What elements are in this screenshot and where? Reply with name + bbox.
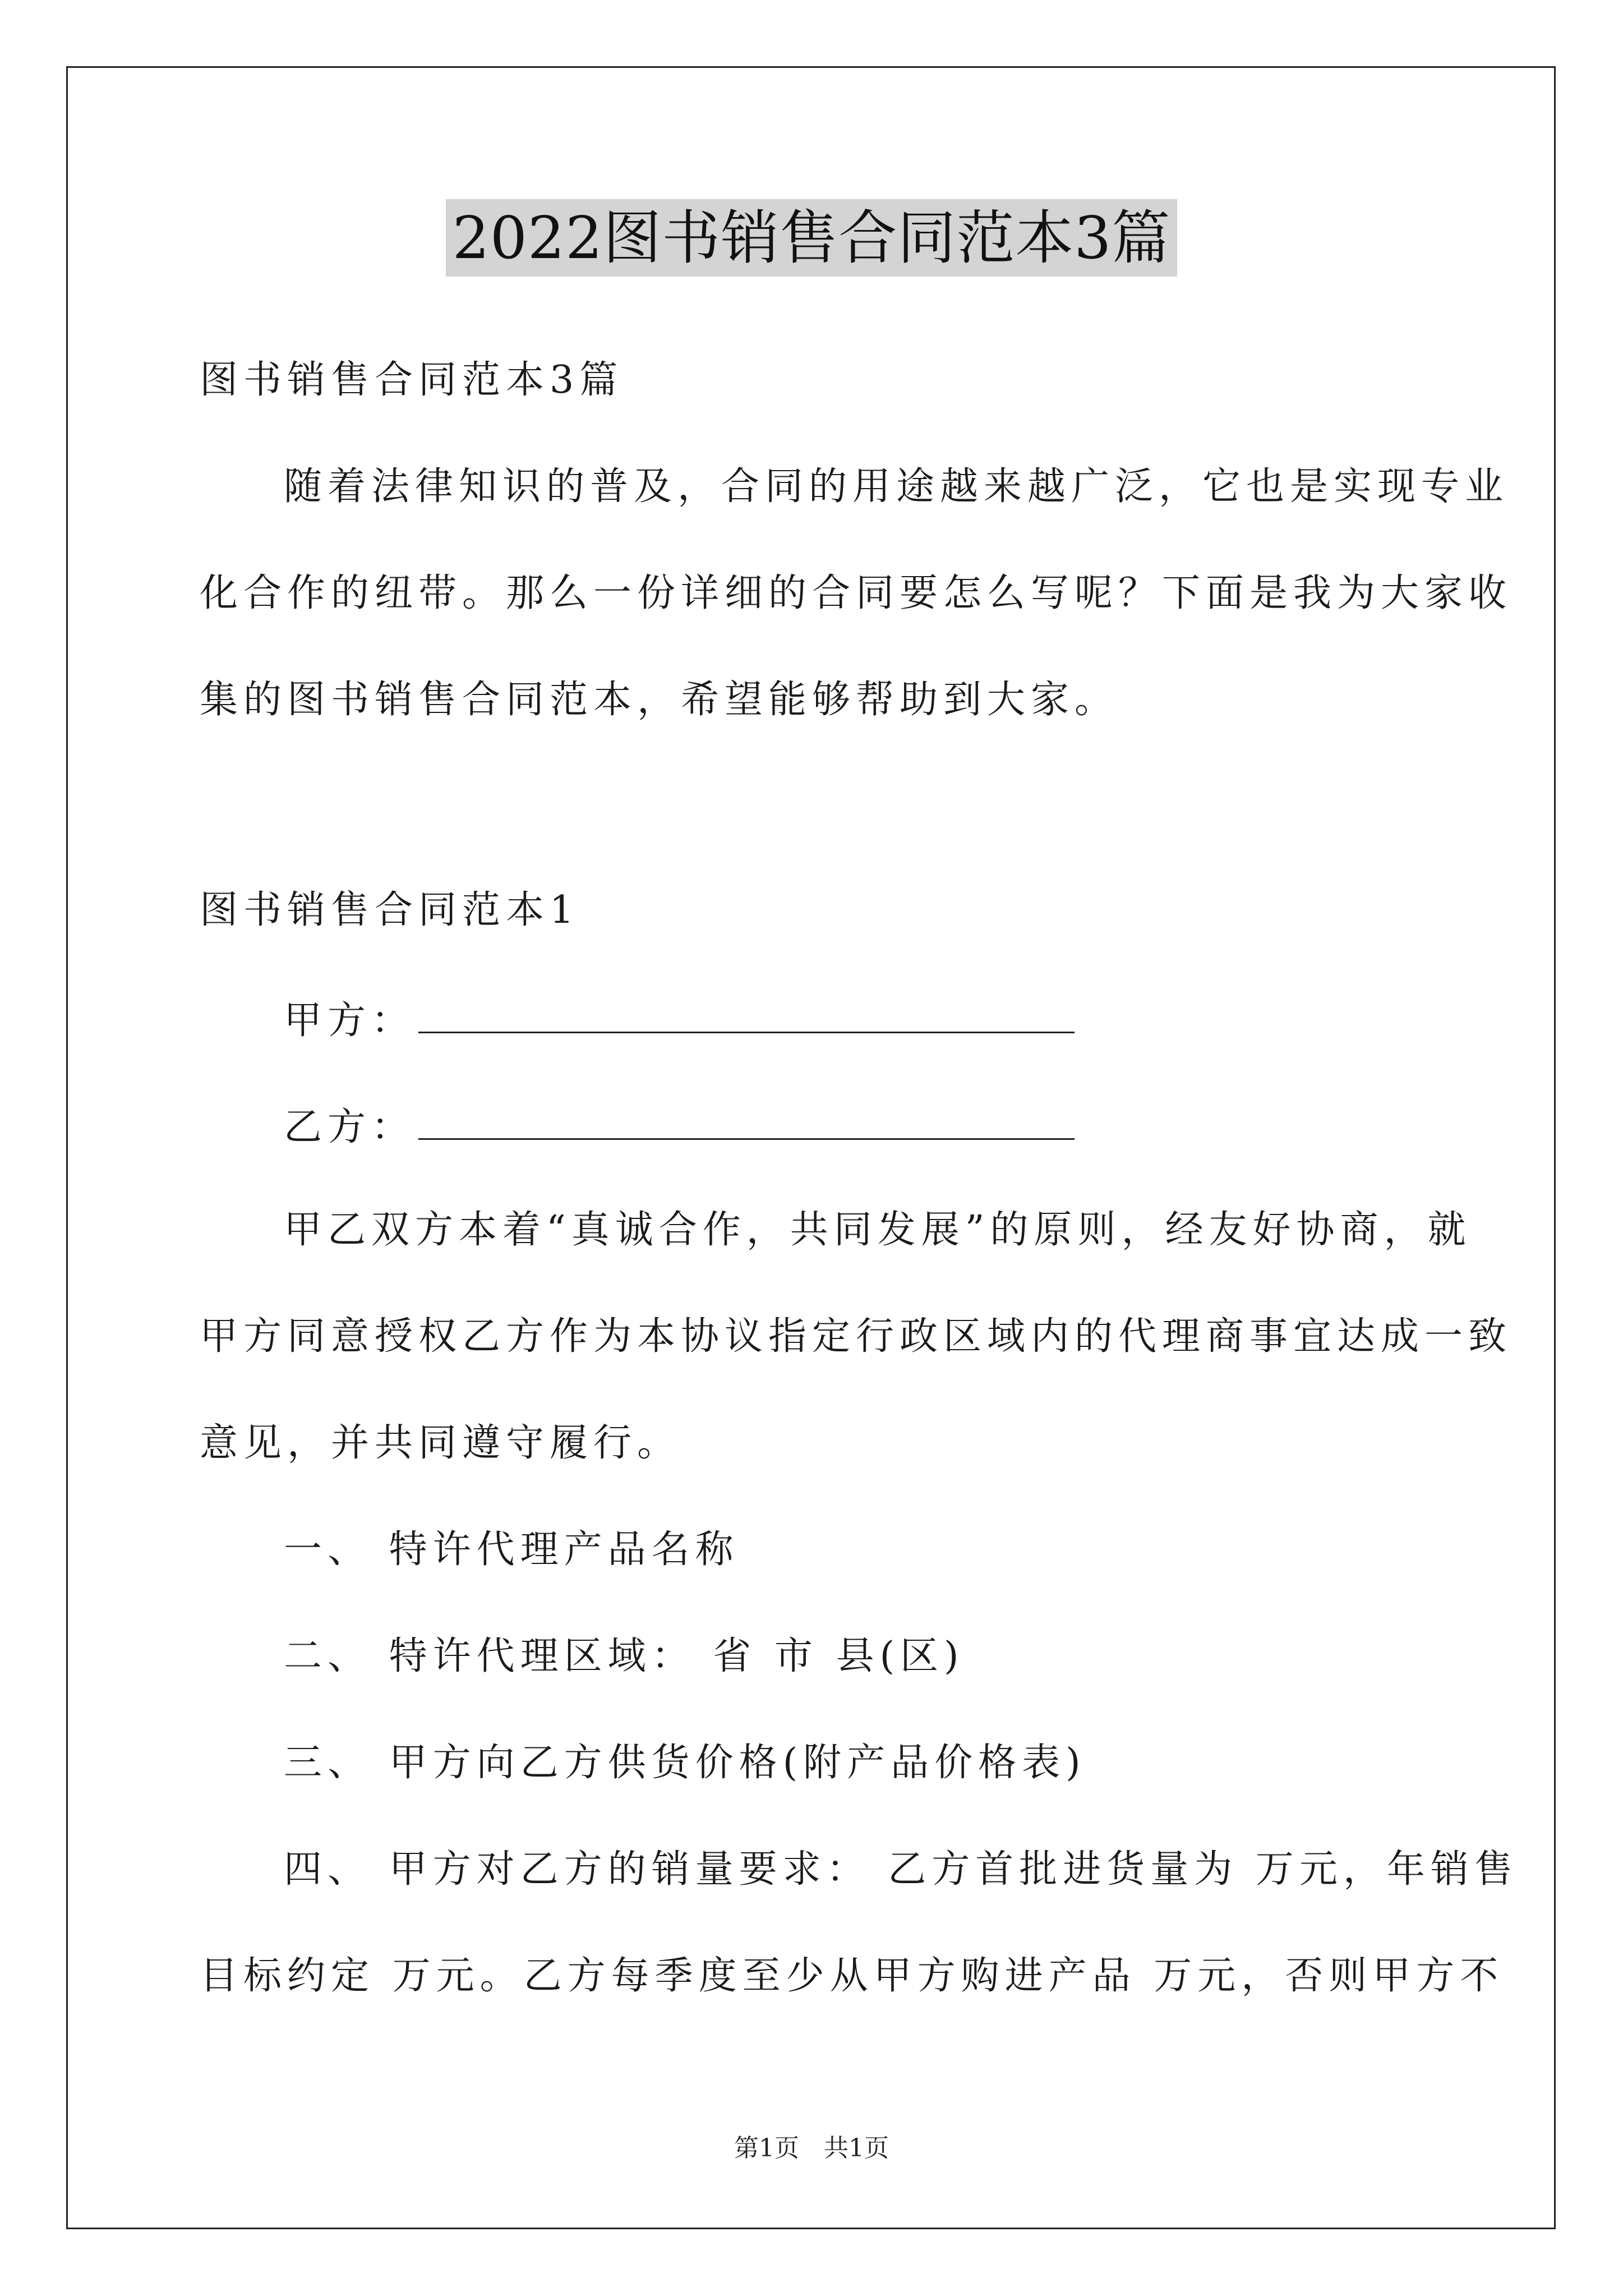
document-title: 2022图书销售合同范本3篇 [446,199,1178,277]
page-footer: 第1页 共1页 [734,2134,889,2162]
intro-line-3: 集的图书销售合同范本，希望能够帮助到大家。 [200,678,1119,722]
clause-2: 二、 特许代理区域： 省 市 县(区) [284,1634,965,1678]
party-b-label: 乙方： [284,1105,416,1149]
party-b-blank [418,1097,1075,1140]
para1-line-3: 意见，并共同遵守履行。 [200,1421,681,1465]
title-container [0,199,1623,277]
party-a-line [284,990,1075,1048]
party-a-blank [418,990,1075,1033]
para1-line-2: 甲方同意授权乙方作为本协议指定行政区域内的代理商事宜达成一致 [200,1314,1513,1359]
para1-line-1: 甲乙双方本着“真诚合作，共同发展”的原则，经友好协商，就 [284,1208,1472,1252]
intro-line-1: 随着法律知识的普及，合同的用途越来越广泛，它也是实现专业 [284,464,1509,509]
intro-line-2: 化合作的纽带。那么一份详细的合同要怎么写呢？下面是我为大家收 [200,571,1513,615]
clause-4-line-2: 目标约定 万元。乙方每季度至少从甲方购进产品 万元，否则甲方不 [200,1954,1504,1998]
document-subtitle: 图书销售合同范本3篇 [200,358,624,402]
party-a-label: 甲方： [284,999,416,1043]
section-heading: 图书销售合同范本1 [200,888,580,932]
clause-4-line-1: 四、 甲方对乙方的销量要求： 乙方首批进货量为 万元，年销售 [284,1847,1518,1892]
party-b-line [284,1097,1075,1154]
clause-3: 三、 甲方向乙方供货价格(附产品价格表) [284,1741,1086,1785]
clause-1: 一、 特许代理产品名称 [284,1527,739,1572]
